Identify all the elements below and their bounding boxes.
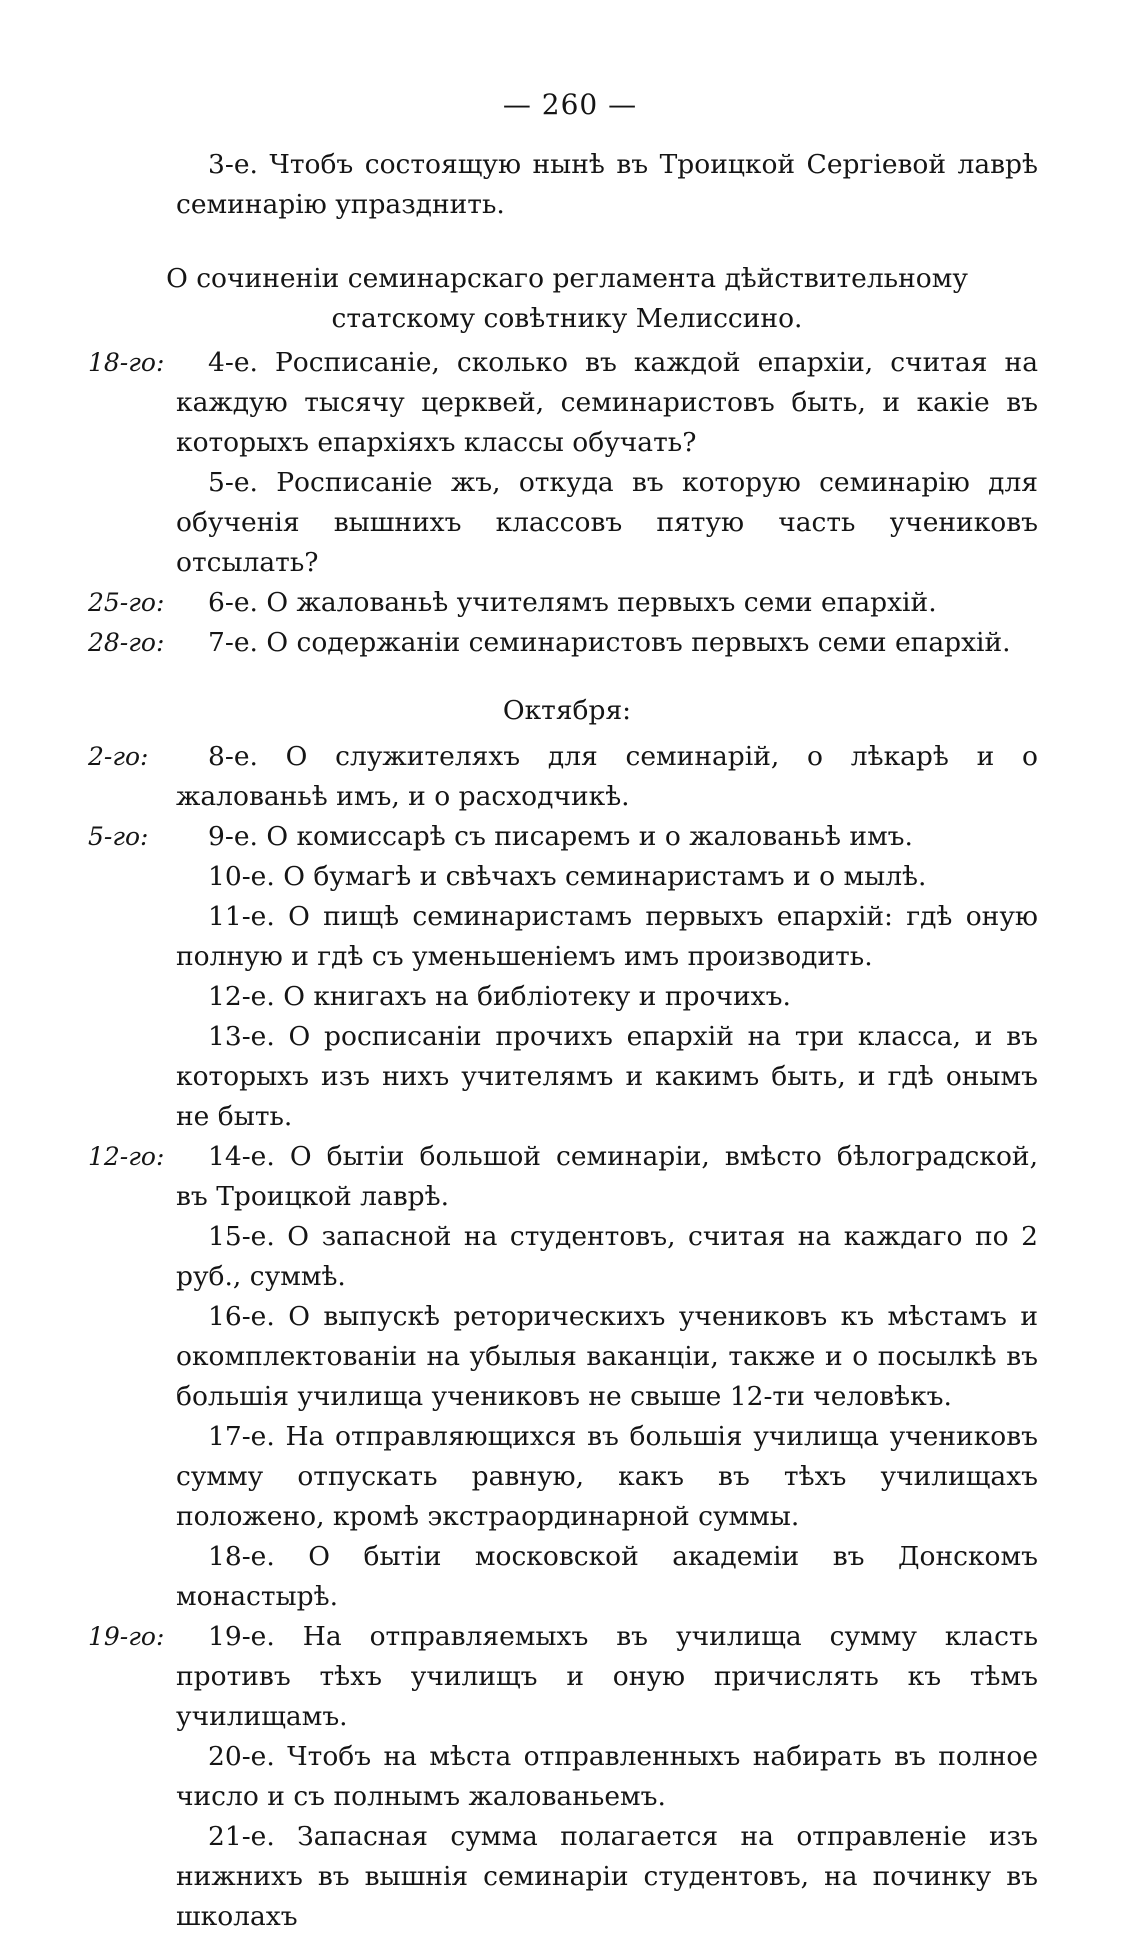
entry-text: 17-е. На отправляющихся въ большія училища учениковъ сумму отпускать равную, какъ въ тѣхъ училищахъ положено, кромѣ экстраординарной суммы.	[176, 1421, 1038, 1532]
entry-10	[0, 857, 1140, 897]
entry-15	[0, 1217, 1140, 1297]
section-heading-reglament: О сочиненіи семинарскаго регламента дѣйствительному статскому совѣтнику Мелиссино.	[166, 263, 968, 334]
section-heading-october: Октября:	[502, 695, 632, 726]
entry-text: 10-е. О бумагѣ и свѣчахъ семинаристамъ и о мылѣ.	[208, 861, 927, 892]
entry-date: 5-го:	[88, 822, 149, 851]
entry-16	[0, 1297, 1140, 1417]
entry-text: 8-е. О служителяхъ для семинарій, о лѣкарѣ и о жалованьѣ имъ, и о расходчикѣ.	[176, 741, 1038, 812]
entry-text: 19-е. На отправляемыхъ въ училища сумму класть противъ тѣхъ училищъ и оную причислять къ тѣмъ училищамъ.	[176, 1621, 1038, 1732]
entry-text: 21-е. Запасная сумма полагается на отправленіе изъ нижнихъ въ вышнія семинаріи студентовъ, на починку въ школахъ	[176, 1821, 1038, 1932]
entry-8	[0, 737, 1140, 817]
entry-date: 12-го:	[88, 1142, 165, 1171]
entry-date: 19-го:	[88, 1622, 165, 1651]
entry-text: 9-е. О комиссарѣ съ писаремъ и о жалованьѣ имъ.	[208, 821, 913, 852]
entry-date: 25-го:	[88, 588, 165, 617]
entry-text: 16-е. О выпускѣ реторическихъ учениковъ къ мѣстамъ и окомплектованіи на убылыя ваканціи, также и о посылкѣ въ большія училища учениковъ не свыше 12-ти человѣкъ.	[176, 1301, 1038, 1412]
entry-4	[0, 343, 1140, 463]
page-number: — 260 —	[502, 88, 638, 121]
entry-11	[0, 897, 1140, 977]
entry-14	[0, 1137, 1140, 1217]
entry-19	[0, 1617, 1140, 1737]
entry-text: 7-е. О содержаніи семинаристовъ первыхъ семи епархій.	[208, 627, 1011, 658]
entry-text: 3-е. Чтобъ состоящую нынѣ въ Троицкой Сергіевой лаврѣ семинарію упразднить.	[176, 149, 1038, 220]
entry-17	[0, 1417, 1140, 1537]
entry-6	[0, 583, 1140, 623]
entry-text: 11-е. О пищѣ семинаристамъ первыхъ епархій: гдѣ оную полную и гдѣ съ уменьшеніемъ имъ производить.	[176, 901, 1038, 972]
entry-21	[0, 1817, 1140, 1937]
entry-text: 13-е. О росписаніи прочихъ епархій на три класса, и въ которыхъ изъ нихъ учителямъ и какимъ быть, и гдѣ онымъ не быть.	[176, 1021, 1038, 1132]
entry-text: 18-е. О бытіи московской академіи въ Донскомъ монастырѣ.	[176, 1541, 1038, 1612]
entry-20	[0, 1737, 1140, 1817]
entry-3	[0, 145, 1140, 225]
entry-text: 4-е. Росписаніе, сколько въ каждой епархіи, считая на каждую тысячу церквей, семинаристовъ быть, и какіе въ которыхъ епархіяхъ классы обучать?	[176, 347, 1038, 458]
entry-12	[0, 977, 1140, 1017]
page-body	[0, 145, 1140, 1937]
entry-5	[0, 463, 1140, 583]
entry-text: 6-е. О жалованьѣ учителямъ первыхъ семи епархій.	[208, 587, 937, 618]
entry-date: 18-го:	[88, 348, 165, 377]
entry-text: 14-е. О бытіи большой семинаріи, вмѣсто бѣлоградской, въ Троицкой лаврѣ.	[176, 1141, 1038, 1212]
entry-9	[0, 817, 1140, 857]
entry-13	[0, 1017, 1140, 1137]
entry-text: 5-е. Росписаніе жъ, откуда въ которую семинарію для обученія вышнихъ классовъ пятую часть учениковъ отсылать?	[176, 467, 1038, 578]
entry-text: 12-е. О книгахъ на библіотеку и прочихъ.	[208, 981, 791, 1012]
entry-18	[0, 1537, 1140, 1617]
entry-text: 15-е. О запасной на студентовъ, считая на каждаго по 2 руб., суммѣ.	[176, 1221, 1038, 1292]
entry-7	[0, 623, 1140, 663]
entry-date: 2-го:	[88, 742, 149, 771]
entry-date: 28-го:	[88, 628, 165, 657]
entry-text: 20-е. Чтобъ на мѣста отправленныхъ набирать въ полное число и съ полнымъ жалованьемъ.	[176, 1741, 1038, 1812]
